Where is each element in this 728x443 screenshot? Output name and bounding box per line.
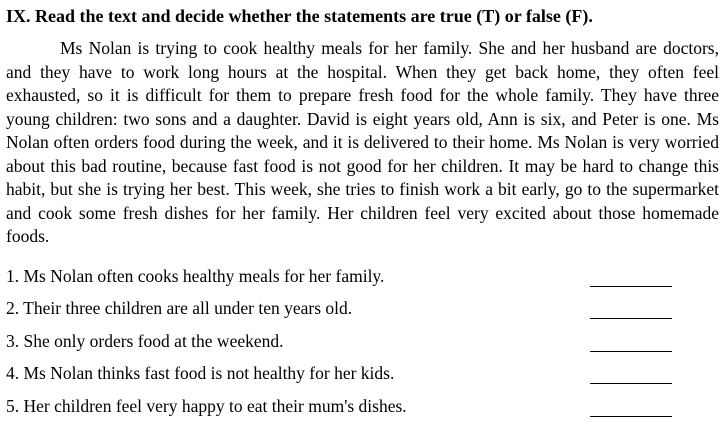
reading-passage: Ms Nolan is trying to cook healthy meals for her family. She and her husband are doctors, and they have to work long hours at the hospital. When they get back home, they often feel exhausted, so it is difficult for them to prepare fresh food for the whole family. They have three young children: two sons and a daughter. David is eight years old, Ann is six, and Peter is one. Ms Nolan often orders food during the week, and it is delivered to their home. Ms Nolan is very worried about this bad routine, because fast food is not good for her children. It may be hard to change this habit, but she is trying her best. This week, she tries to finish work a bit early, go to the supermarket and cook some fresh dishes for her family. Her children feel very excited about those homemade foods.	[6, 38, 719, 246]
answer-blank[interactable]	[590, 351, 672, 352]
statement-text: 3. She only orders food at the weekend.	[6, 330, 284, 351]
statement-text: 5. Her children feel very happy to eat their mum's dishes.	[6, 395, 407, 416]
answer-blank[interactable]	[590, 416, 672, 417]
worksheet	[6, 4, 719, 422]
statement-text: 2. Their three children are all under ten years old.	[6, 298, 353, 318]
statement-item	[6, 325, 719, 358]
statement-text: 4. Ms Nolan thinks fast food is not healthy for her kids.	[6, 363, 395, 383]
exercise-heading: IX. Read the text and decide whether the statements are true (T) or false (F).	[6, 6, 593, 26]
statement-item	[6, 390, 719, 423]
statement-item	[6, 292, 719, 325]
answer-blank[interactable]	[590, 318, 672, 319]
answer-blank[interactable]	[590, 383, 672, 384]
statement-item	[6, 357, 719, 390]
statement-item	[6, 260, 719, 293]
statement-list	[6, 260, 719, 423]
statement-text: 1. Ms Nolan often cooks healthy meals for her family.	[6, 265, 385, 286]
answer-blank[interactable]	[590, 286, 672, 287]
